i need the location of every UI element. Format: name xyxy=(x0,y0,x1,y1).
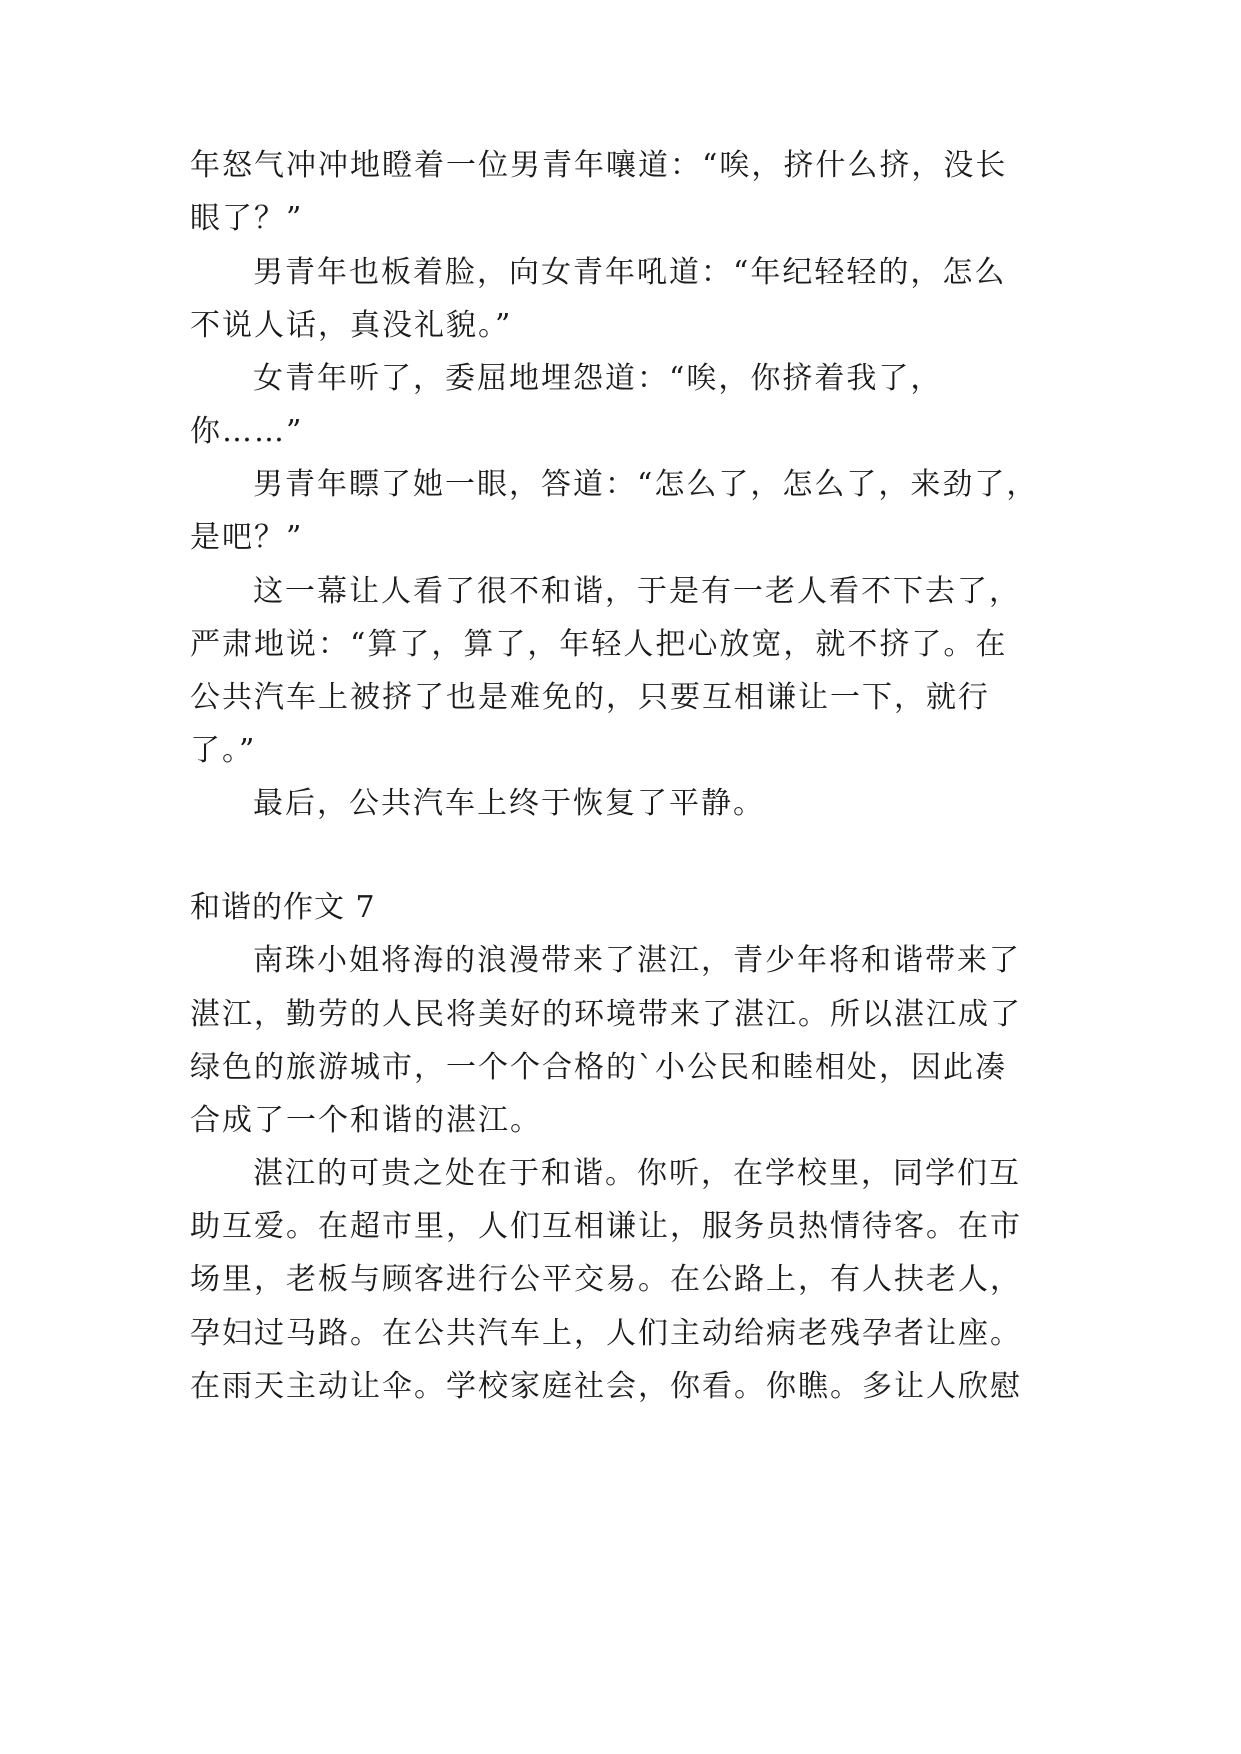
paragraph-start-line: 女青年听了，委屈地埋怨道：“唉，你挤着我了， xyxy=(253,361,943,396)
paragraph-start-line: 男青年也板着脸，向女青年吼道：“年纪轻轻的，怎么 xyxy=(253,255,1007,290)
section-heading: 和谐的作文 7 xyxy=(190,890,376,925)
paragraph-start-line: 男青年瞟了她一眼，答道：“怎么了，怎么了，来劲了， xyxy=(253,467,1039,502)
text-line: 年怒气冲冲地瞪着一位男青年嚷道：“唉，挤什么挤，没长 xyxy=(190,148,1008,183)
text-line: 场里，老板与顾客进行公平交易。在公路上，有人扶老人， xyxy=(190,1262,1022,1297)
text-line: 是吧？” xyxy=(190,520,304,555)
text-line: 助互爱。在超市里，人们互相谦让，服务员热情待客。在市 xyxy=(190,1209,1022,1244)
text-line: 了。” xyxy=(190,733,257,768)
text-line: 湛江，勤劳的人民将美好的环境带来了湛江。所以湛江成了 xyxy=(190,997,1022,1032)
text-line: 在雨天主动让伞。学校家庭社会，你看。你瞧。多让人欣慰 xyxy=(190,1369,1022,1404)
paragraph-start-line: 这一幕让人看了很不和谐，于是有一老人看不下去了， xyxy=(253,574,1021,609)
paragraph-start-line: 最后，公共汽车上终于恢复了平静。 xyxy=(253,786,765,821)
text-line: 公共汽车上被挤了也是难免的，只要互相谦让一下，就行 xyxy=(190,680,990,715)
text-line: 合成了一个和谐的湛江。 xyxy=(190,1103,542,1138)
text-line: 严肃地说：“算了，算了，年轻人把心放宽，就不挤了。在 xyxy=(190,627,1008,662)
paragraph-start-line: 南珠小姐将海的浪漫带来了湛江，青少年将和谐带来了 xyxy=(253,943,1021,978)
text-line: 孕妇过马路。在公共汽车上，人们主动给病老残孕者让座。 xyxy=(190,1316,1022,1351)
text-line: 你……” xyxy=(190,414,304,449)
text-line: 不说人话，真没礼貌。” xyxy=(190,308,513,343)
text-line: 绿色的旅游城市，一个个合格的`小公民和睦相处，因此凑 xyxy=(190,1050,1007,1085)
paragraph-start-line: 湛江的可贵之处在于和谐。你听，在学校里，同学们互 xyxy=(253,1156,1021,1191)
text-line: 眼了？” xyxy=(190,201,304,236)
